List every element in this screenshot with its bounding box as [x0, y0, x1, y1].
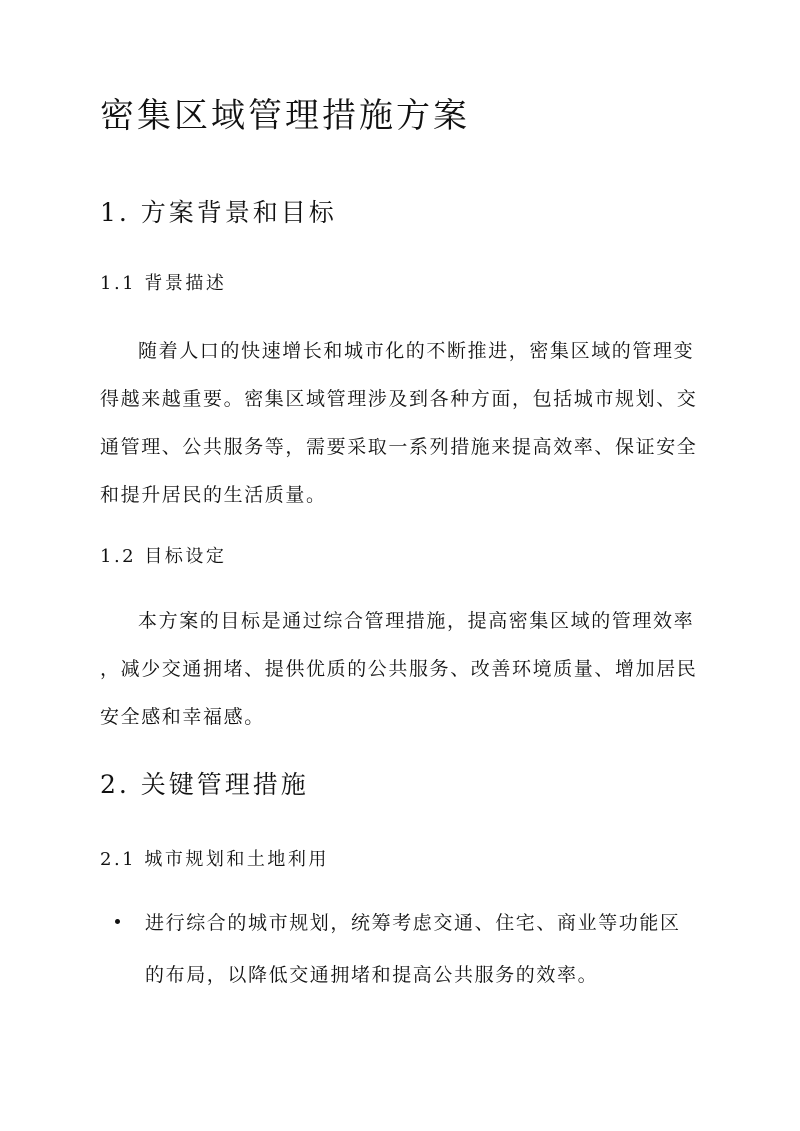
bullet-line: 进行综合的城市规划，统筹考虑交通、住宅、商业等功能区	[145, 912, 681, 934]
paragraph-line: 通管理、公共服务等，需要采取一系列措施来提高效率、保证安全	[100, 436, 698, 458]
paragraph-line: 和提升居民的生活质量。	[100, 484, 327, 506]
section-heading-2: 2. 关键管理措施	[100, 770, 309, 799]
paragraph-background	[100, 327, 700, 519]
bullet-line: 的布局，以降低交通拥堵和提高公共服务的效率。	[145, 964, 599, 986]
paragraph-line: 得越来越重要。密集区域管理涉及到各种方面，包括城市规划、交	[100, 388, 698, 410]
document-title: 密集区域管理措施方案	[100, 96, 470, 136]
bullet-text	[115, 897, 705, 1001]
paragraph-goals	[100, 597, 700, 741]
subsection-heading-1-1: 1.1 背景描述	[100, 273, 227, 294]
paragraph-line: 安全感和幸福感。	[100, 706, 265, 728]
paragraph-line: 本方案的目标是通过综合管理措施，提高密集区域的管理效率	[138, 610, 695, 632]
bullet-list-item	[115, 897, 705, 1001]
bullet-icon	[115, 919, 120, 924]
section-heading-1: 1. 方案背景和目标	[100, 198, 337, 227]
paragraph-line: 随着人口的快速增长和城市化的不断推进，密集区域的管理变	[138, 340, 695, 362]
paragraph-line: ，减少交通拥堵、提供优质的公共服务、改善环境质量、增加居民	[100, 658, 698, 680]
subsection-heading-1-2: 1.2 目标设定	[100, 546, 227, 567]
subsection-heading-2-1: 2.1 城市规划和土地利用	[100, 849, 329, 870]
